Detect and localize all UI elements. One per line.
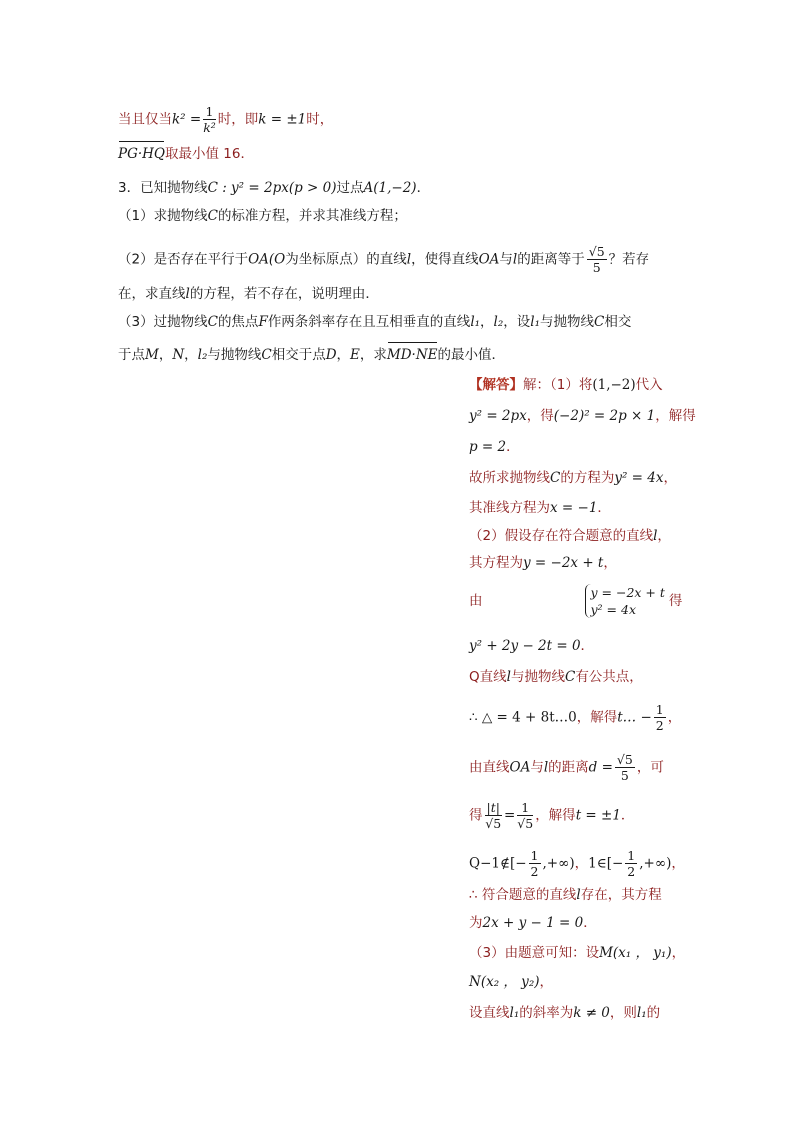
text: 的方程为 [560, 470, 615, 486]
text: ， [480, 314, 494, 330]
math: ,+∞) [542, 855, 575, 872]
text: 与抛物线 [510, 669, 565, 685]
answer-line-7 [469, 553, 617, 573]
text: 过点 [336, 180, 364, 196]
text: 为 [469, 915, 483, 931]
text: 为坐标原点）的直线 [285, 251, 407, 268]
text: ，解得 [576, 709, 618, 726]
frac-num: |t| [486, 800, 500, 815]
answer-line-2 [469, 406, 696, 426]
math: l [576, 887, 581, 903]
math: 2x + y − 1 = 0 [482, 915, 584, 931]
answer-line-4 [469, 468, 677, 488]
text: 作两条斜率存在且互相垂直的直线 [267, 314, 471, 330]
frac-num: √5 [616, 752, 633, 767]
answer-line-18 [469, 972, 553, 992]
text: 的方程，若不存在，说明理由． [189, 286, 379, 302]
math: OA [478, 251, 500, 268]
answer-line-17 [469, 943, 685, 963]
math: k = ±1 [258, 111, 307, 128]
text: 相交于点 [271, 347, 326, 363]
math: y² = 4x [614, 470, 664, 486]
equation-system [585, 584, 665, 618]
text: 由直线 [469, 759, 510, 776]
text: 的焦点 [217, 314, 259, 330]
text: 的距离等于 [517, 251, 585, 268]
fraction [517, 800, 533, 831]
math: C [550, 470, 561, 486]
answer-line-14 [469, 848, 685, 879]
text: ∴ 符合题意的直线 [469, 887, 577, 903]
math: N(x₂ ， y₂) [469, 974, 540, 990]
math: C : y² = 2px(p > 0) [207, 180, 337, 196]
math: l [653, 528, 658, 544]
frac-num: 1 [627, 848, 636, 863]
text: （2）是否存在平行于 [118, 251, 249, 268]
text: 与抛物线 [207, 347, 262, 363]
text: ， [671, 855, 685, 872]
text: 代入 [635, 377, 663, 393]
text: 的斜率为 [519, 1005, 574, 1021]
math: l [406, 251, 412, 268]
text: ， [574, 855, 589, 872]
problem-part1 [118, 206, 407, 226]
text: 存在，其方程 [580, 887, 662, 903]
text: 其方程为 [469, 555, 523, 571]
frac-num: 1 [655, 702, 664, 717]
text: ，可 [636, 759, 664, 776]
math: l [543, 759, 549, 776]
text: ，解得 [535, 807, 576, 824]
math: l₁ [509, 1005, 520, 1021]
text: 的 [646, 1005, 661, 1021]
text: 当且仅当 [118, 111, 172, 128]
text: 相交 [604, 314, 632, 330]
text: （3）由题意可知：设 [469, 945, 600, 961]
answer-line-1 [469, 375, 663, 395]
text: 设直线 [469, 1005, 510, 1021]
math: (1,−2) [592, 377, 636, 393]
text: 在，求直线 [118, 286, 186, 302]
text: 于点 [118, 347, 145, 363]
math: l [506, 669, 511, 685]
math: l₁ [530, 314, 541, 330]
math: M(x₁ ， y₁) [599, 945, 672, 961]
math: l [512, 251, 518, 268]
system-eq-2: y² = 4x [590, 602, 636, 617]
frac-num: 1 [530, 848, 539, 863]
math: C [261, 347, 272, 363]
math: l₂ [493, 314, 504, 330]
math: l₁ [470, 314, 481, 330]
text: ，得 [526, 408, 554, 424]
frac-den: 2 [627, 864, 636, 879]
math: y² = 2px [469, 408, 527, 424]
frac-den: k² [203, 120, 216, 135]
text: ，使得直线 [411, 251, 479, 268]
frac-num: 1 [203, 104, 216, 120]
problem-title [118, 178, 430, 198]
math: C [207, 208, 218, 224]
math: D [325, 347, 337, 363]
system-eq-1: y = −2x + t [590, 585, 665, 600]
math: t… − [617, 709, 652, 726]
text: Q直线 [469, 669, 507, 685]
math: A(1,−2) [363, 180, 417, 196]
text: 解：（1）将 [523, 377, 593, 393]
text: 3．已知抛物线 [118, 180, 208, 196]
text: ． [416, 180, 431, 196]
math: = [503, 807, 516, 824]
text: ， [603, 555, 617, 571]
frac-den: 2 [530, 864, 539, 879]
text: ， [667, 709, 682, 726]
math: C [564, 669, 576, 685]
text: ，设 [503, 314, 531, 330]
math: ,+∞) [639, 855, 672, 872]
text: （1）求抛物线 [118, 208, 208, 224]
text: ？若存 [608, 251, 650, 268]
math: y² + 2y − 2t = 0 [469, 638, 581, 654]
frac-den: √5 [517, 816, 534, 831]
text: 的最小值． [437, 347, 506, 363]
math: ∴ △ = 4 + 8t…0 [469, 709, 577, 726]
frac-num: 1 [517, 800, 533, 816]
math: x = −1 [550, 500, 598, 516]
text: ， [671, 945, 686, 961]
frac-den: 2 [655, 718, 664, 733]
math: k² = [172, 111, 202, 128]
math: OA(O [248, 251, 286, 268]
math: y = −2x + t [523, 555, 604, 571]
vector-product: PG·HQ [118, 146, 165, 162]
text: 故所求抛物线 [469, 470, 550, 486]
answer-line-15 [469, 885, 662, 905]
text: 与 [530, 759, 544, 776]
text: ，则 [609, 1005, 637, 1021]
math: (−2)² = 2p × 1 [553, 408, 656, 424]
fraction [529, 848, 541, 879]
answer-line-5 [469, 498, 611, 518]
text: ． [597, 500, 611, 516]
math: l₂ [197, 347, 208, 363]
text: （2）假设存在符合题意的直线 [469, 528, 654, 544]
text: ． [580, 638, 595, 654]
math: C [594, 314, 605, 330]
answer-line-19 [469, 1003, 660, 1023]
text: ，求 [359, 347, 387, 363]
math: C [207, 314, 218, 330]
top-line-2 [118, 144, 254, 164]
math: 1∈[− [588, 855, 624, 872]
text: 时，即 [217, 111, 259, 128]
frac-den: 5 [592, 260, 601, 275]
answer-line-11 [469, 702, 681, 733]
fraction [615, 752, 635, 783]
math: N [172, 347, 185, 363]
text: 与 [499, 251, 513, 268]
text: 得 [668, 593, 683, 609]
answer-line-12 [469, 752, 664, 783]
math: F [258, 314, 268, 330]
text: ． [506, 439, 520, 455]
problem-part2-line1 [118, 244, 649, 275]
math: k ≠ 0 [573, 1005, 610, 1021]
math: Q−1∉[− [469, 855, 527, 872]
text: 的标准方程，并求其准线方程； [217, 208, 407, 224]
text: 得 [469, 807, 483, 824]
frac-den: √5 [485, 816, 502, 831]
fraction [625, 848, 637, 879]
text: （3）过抛物线 [118, 314, 208, 330]
text: ． [620, 807, 635, 824]
text: ， [663, 470, 677, 486]
frac-den: 5 [620, 768, 629, 783]
problem-part2-line2 [118, 284, 379, 304]
problem-part3-line1 [118, 312, 631, 332]
fraction [654, 702, 666, 733]
answer-line-16 [469, 913, 597, 933]
math: l₁ [636, 1005, 647, 1021]
fraction [203, 104, 216, 135]
math: OA [509, 759, 531, 776]
text: 与抛物线 [540, 314, 595, 330]
math: t = ±1 [575, 807, 621, 824]
text: 时， [306, 111, 334, 128]
text: ． [583, 915, 597, 931]
answer-line-8 [469, 584, 682, 618]
text: ， [657, 528, 671, 544]
answer-line-13 [469, 800, 634, 831]
problem-part3-line2 [118, 345, 505, 365]
answer-line-10 [469, 667, 643, 687]
fraction [485, 800, 502, 831]
text: 其准线方程为 [469, 500, 550, 516]
top-line-1 [118, 104, 333, 135]
text: 有公共点， [575, 669, 643, 685]
answer-line-3 [469, 437, 520, 457]
math: M [145, 347, 159, 363]
math: E [350, 347, 360, 363]
text: 取最小值 16． [165, 146, 254, 162]
frac-num: √5 [588, 244, 605, 259]
text: ， [539, 974, 553, 990]
answer-line-6 [469, 526, 671, 546]
math: l [185, 286, 190, 302]
text: ， [158, 347, 173, 363]
text: 由 [469, 593, 483, 609]
math: d = [588, 759, 613, 776]
fraction [587, 244, 607, 275]
text: ，解得 [655, 408, 696, 424]
math: p = 2 [469, 439, 507, 455]
answer-line-9 [469, 636, 594, 656]
text: 的距离 [548, 759, 589, 776]
text: ， [336, 347, 351, 363]
vector-product: MD·NE [386, 347, 438, 363]
text: ， [184, 347, 198, 363]
answer-tag: 【解答】 [469, 377, 523, 393]
